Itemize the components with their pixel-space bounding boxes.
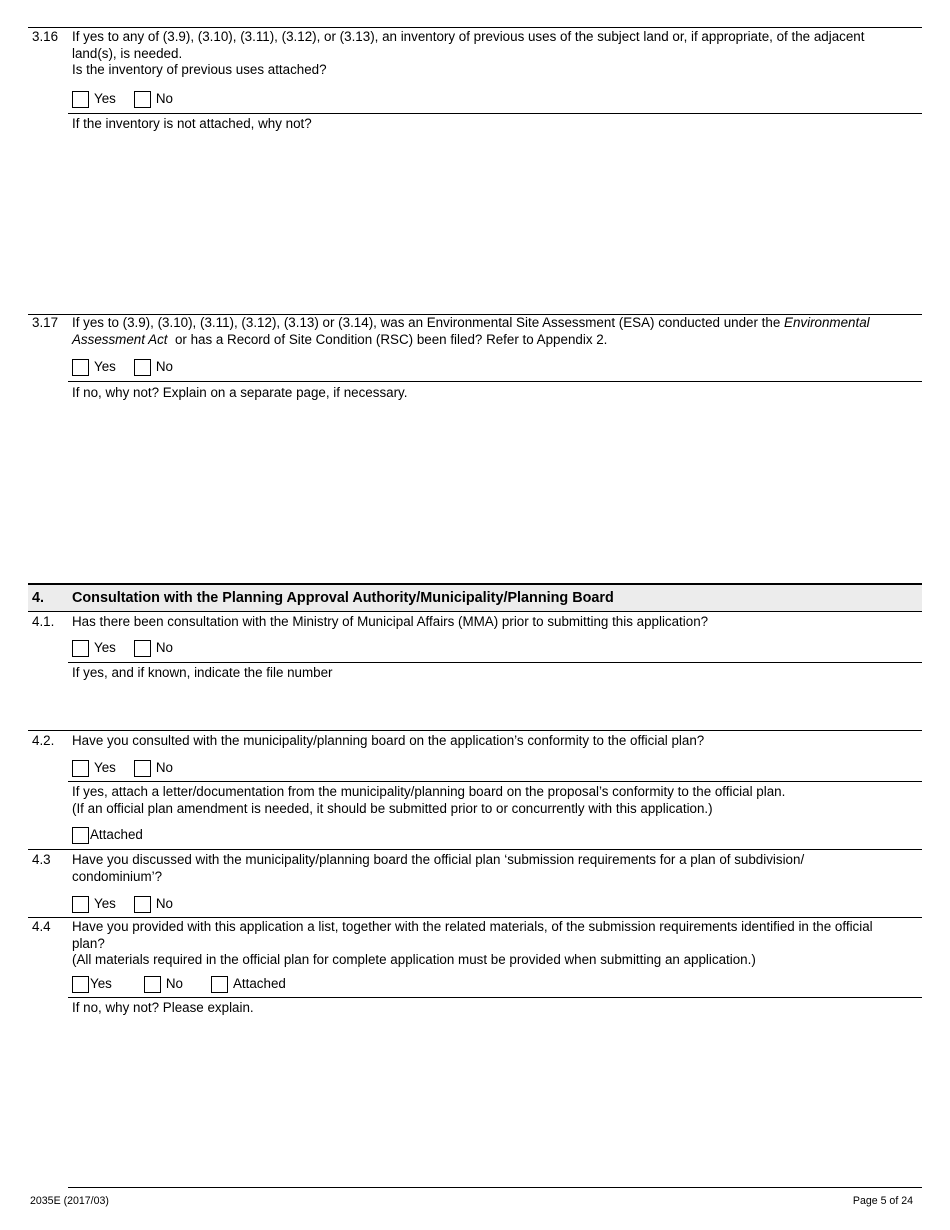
- q43-yes-option[interactable]: [72, 896, 116, 913]
- footer-divider: [68, 1187, 922, 1188]
- q43-no-checkbox[interactable]: [134, 896, 151, 913]
- question-4-2-attached-option: [72, 826, 161, 844]
- question-number-4-1: 4.1.: [32, 614, 55, 629]
- q317-line1-act: Environmental: [784, 315, 870, 330]
- q42-followup-line1: If yes, attach a letter/documentation from the municipality/planning board on the proposal’s conformity to the official plan.: [72, 784, 786, 799]
- question-4-2-text: Have you consulted with the municipality/planning board on the application’s conformity to the official plan?: [72, 733, 705, 748]
- question-3-16-options: [72, 90, 191, 108]
- q42-attached-label: Attached: [90, 826, 143, 842]
- q44-attached-option[interactable]: [211, 976, 286, 993]
- q41-no-label: No: [155, 639, 173, 655]
- q41-no-option[interactable]: [134, 640, 173, 657]
- q44-no-checkbox[interactable]: [144, 976, 161, 993]
- q44-no-option[interactable]: [144, 976, 183, 993]
- question-number-4-2: 4.2.: [32, 733, 55, 748]
- question-3-16-line1: If yes to any of (3.9), (3.10), (3.11), (3.12), or (3.13), an inventory of previous uses of the subject land or, if appropriate, of the adjacent: [72, 29, 865, 44]
- divider: [28, 730, 922, 731]
- q316-no-checkbox[interactable]: [134, 91, 151, 108]
- q42-followup: [72, 784, 922, 817]
- divider: [28, 611, 922, 612]
- q317-line2-act: Assessment Act: [72, 331, 168, 347]
- q316-yes-label: Yes: [94, 90, 116, 106]
- q43-no-option[interactable]: [134, 896, 173, 913]
- question-3-16-line2: land(s), is needed.: [72, 45, 183, 61]
- question-4-3-text: [72, 852, 922, 885]
- q317-yes-option[interactable]: [72, 359, 116, 376]
- q41-followup-label: If yes, and if known, indicate the file number: [72, 665, 333, 680]
- q316-yes-option[interactable]: [72, 91, 116, 108]
- question-3-16-line3: Is the inventory of previous uses attached?: [72, 62, 327, 77]
- q41-yes-label: Yes: [94, 639, 116, 655]
- q42-followup-line2: (If an official plan amendment is needed, it should be submitted prior to or concurrently with this application.): [72, 800, 713, 816]
- question-number-3-16: 3.16: [32, 29, 59, 44]
- question-4-4-options: [72, 975, 304, 993]
- q317-yes-checkbox[interactable]: [72, 359, 89, 376]
- divider: [28, 849, 922, 850]
- question-number-3-17: 3.17: [32, 315, 59, 330]
- section-4-header: [28, 583, 922, 611]
- divider: [68, 662, 922, 663]
- question-4-1-text: Has there been consultation with the Ministry of Municipal Affairs (MMA) prior to submitting this application?: [72, 614, 709, 629]
- question-3-17-line1: [72, 315, 922, 332]
- q44-explanation-area[interactable]: [68, 1018, 922, 1186]
- q317-line1-text: If yes to (3.9), (3.10), (3.11), (3.12), (3.13) or (3.14), was an Environmental Site Assessment (ESA) conducted under the: [72, 315, 785, 330]
- question-number-4-3: 4.3: [32, 852, 51, 867]
- section-4-title: Consultation with the Planning Approval Authority/Municipality/Planning Board: [72, 590, 614, 606]
- question-4-3-line2: condominium’?: [72, 868, 163, 884]
- q316-yes-checkbox[interactable]: [72, 91, 89, 108]
- question-3-16-text: [72, 29, 922, 79]
- question-4-1-options: [72, 639, 191, 657]
- divider: [68, 113, 922, 114]
- q42-no-option[interactable]: [134, 760, 173, 777]
- question-3-17-line2: [72, 332, 922, 349]
- q41-yes-option[interactable]: [72, 640, 116, 657]
- question-4-3-options: [72, 895, 191, 913]
- divider: [68, 997, 922, 998]
- q42-attached-checkbox[interactable]: [72, 827, 89, 844]
- q44-yes-option[interactable]: [72, 976, 112, 993]
- q42-no-label: No: [155, 759, 173, 775]
- q317-yes-label: Yes: [94, 358, 116, 374]
- q317-no-option[interactable]: [134, 359, 173, 376]
- q44-yes-label: Yes: [90, 975, 112, 991]
- q44-followup-label: If no, why not? Please explain.: [72, 1000, 254, 1015]
- q317-no-checkbox[interactable]: [134, 359, 151, 376]
- divider: [68, 781, 922, 782]
- q317-followup-label: If no, why not? Explain on a separate page, if necessary.: [72, 385, 408, 400]
- question-4-4-line1: Have you provided with this application a list, together with the related materials, of the submission requirements identified in the official: [72, 919, 873, 934]
- section-4-number: 4.: [32, 590, 45, 606]
- divider: [28, 917, 922, 918]
- q42-yes-checkbox[interactable]: [72, 760, 89, 777]
- q42-yes-label: Yes: [94, 759, 116, 775]
- q43-yes-checkbox[interactable]: [72, 896, 89, 913]
- q317-line2-text: or has a Record of Site Condition (RSC) been filed? Refer to Appendix 2.: [167, 331, 608, 347]
- q44-no-label: No: [165, 975, 183, 991]
- q316-followup-label: If the inventory is not attached, why not?: [72, 116, 312, 131]
- question-4-4-line3: (All materials required in the official plan for complete application must be provided when submitting an application.): [72, 952, 756, 967]
- q316-no-label: No: [155, 90, 173, 106]
- q316-no-option[interactable]: [134, 91, 173, 108]
- question-number-4-4: 4.4: [32, 919, 51, 934]
- q41-yes-checkbox[interactable]: [72, 640, 89, 657]
- divider: [28, 27, 922, 28]
- q42-yes-option[interactable]: [72, 760, 116, 777]
- q42-no-checkbox[interactable]: [134, 760, 151, 777]
- footer-form-id: 2035E (2017/03): [30, 1195, 109, 1207]
- footer-page-number: Page 5 of 24: [852, 1195, 913, 1207]
- q317-explanation-area[interactable]: [68, 403, 922, 579]
- q42-attached-option[interactable]: [72, 827, 143, 844]
- question-4-2-options: [72, 759, 191, 777]
- q43-yes-label: Yes: [94, 895, 116, 911]
- q316-explanation-area[interactable]: [68, 134, 922, 312]
- q44-attached-label: Attached: [232, 975, 286, 991]
- question-3-17-options: [72, 358, 191, 376]
- q44-yes-checkbox[interactable]: [72, 976, 89, 993]
- question-4-4-line2: plan?: [72, 935, 105, 951]
- question-3-17-text: [72, 315, 922, 348]
- divider: [68, 381, 922, 382]
- q41-no-checkbox[interactable]: [134, 640, 151, 657]
- q41-file-number-area[interactable]: [68, 683, 922, 729]
- q317-no-label: No: [155, 358, 173, 374]
- q44-attached-checkbox[interactable]: [211, 976, 228, 993]
- question-4-4-text: [72, 919, 922, 969]
- q43-no-label: No: [155, 895, 173, 911]
- question-4-3-line1: Have you discussed with the municipality/planning board the official plan ‘submission requirements for a plan of subdivision/: [72, 852, 805, 867]
